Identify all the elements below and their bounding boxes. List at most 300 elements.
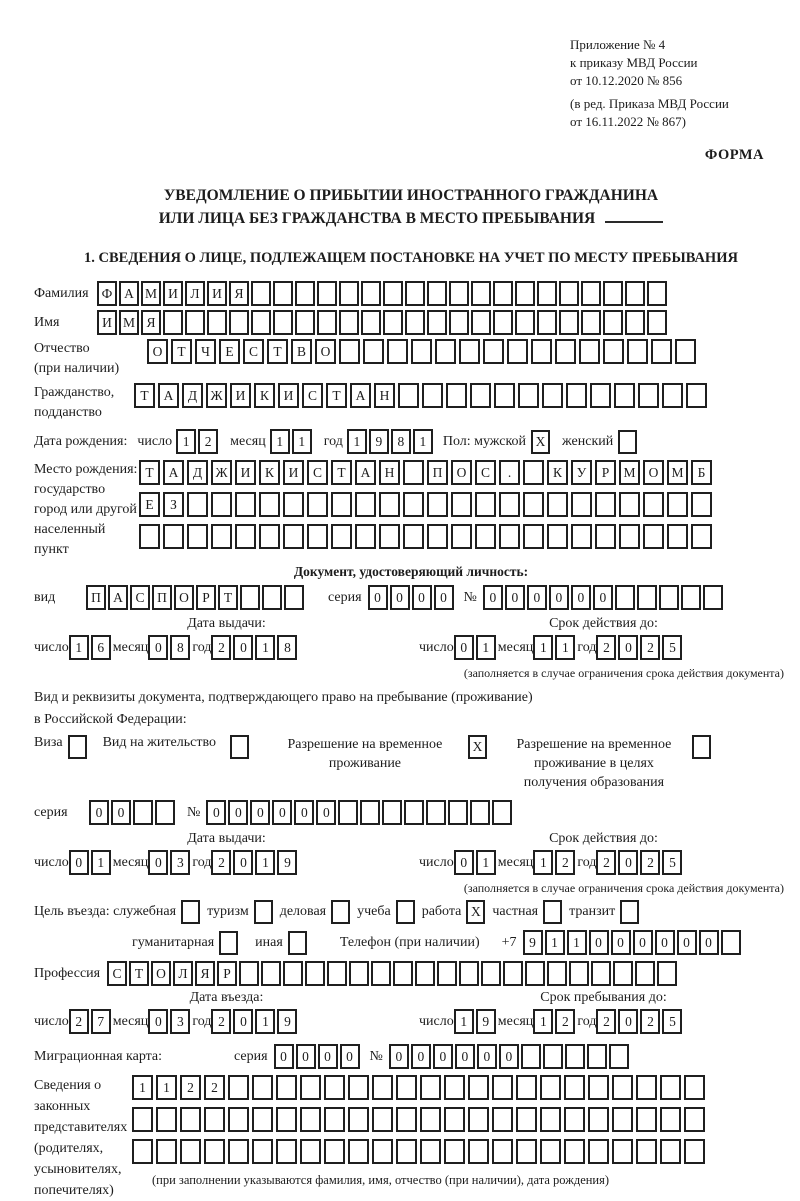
char-cell[interactable]: 9 <box>369 429 389 454</box>
char-cell[interactable] <box>415 961 435 986</box>
char-cell[interactable] <box>393 961 413 986</box>
char-cell[interactable]: М <box>141 281 161 306</box>
char-cell[interactable] <box>516 1139 537 1164</box>
char-cell[interactable]: С <box>107 961 127 986</box>
char-cell[interactable]: 0 <box>618 1009 638 1034</box>
char-cell[interactable]: О <box>147 339 168 364</box>
char-cell[interactable]: 0 <box>593 585 613 610</box>
char-cell[interactable] <box>379 524 400 549</box>
char-cell[interactable] <box>565 1044 585 1069</box>
char-cell[interactable] <box>507 339 528 364</box>
char-cell[interactable] <box>444 1075 465 1100</box>
char-cell[interactable]: 0 <box>433 1044 453 1069</box>
char-cell[interactable]: С <box>475 460 496 485</box>
char-cell[interactable] <box>355 524 376 549</box>
char-cell[interactable]: 5 <box>662 635 682 660</box>
char-cell[interactable]: 9 <box>277 1009 297 1034</box>
char-cell[interactable] <box>229 310 249 335</box>
char-cell[interactable]: 1 <box>270 429 290 454</box>
char-cell[interactable] <box>339 310 359 335</box>
char-cell[interactable] <box>579 339 600 364</box>
char-cell[interactable]: К <box>547 460 568 485</box>
char-cell[interactable] <box>667 524 688 549</box>
char-cell[interactable]: 2 <box>180 1075 201 1100</box>
char-cell[interactable]: 1 <box>454 1009 474 1034</box>
char-cell[interactable] <box>396 1107 417 1132</box>
char-cell[interactable] <box>537 281 557 306</box>
char-cell[interactable] <box>492 1107 513 1132</box>
char-cell[interactable]: 0 <box>633 930 653 955</box>
char-cell[interactable]: Ф <box>97 281 117 306</box>
char-cell[interactable]: 0 <box>611 930 631 955</box>
char-cell[interactable] <box>588 1075 609 1100</box>
char-cell[interactable] <box>211 524 232 549</box>
char-cell[interactable] <box>305 961 325 986</box>
char-cell[interactable] <box>133 800 153 825</box>
char-cell[interactable] <box>405 310 425 335</box>
char-cell[interactable] <box>662 383 683 408</box>
char-cell[interactable] <box>627 339 648 364</box>
char-cell[interactable]: 2 <box>596 1009 616 1034</box>
char-cell[interactable] <box>612 1139 633 1164</box>
char-cell[interactable] <box>564 1107 585 1132</box>
char-cell[interactable] <box>382 800 402 825</box>
char-cell[interactable]: 1 <box>176 429 196 454</box>
char-cell[interactable]: П <box>152 585 172 610</box>
char-cell[interactable]: А <box>355 460 376 485</box>
char-cell[interactable]: Т <box>139 460 160 485</box>
char-cell[interactable]: И <box>278 383 299 408</box>
char-cell[interactable]: Р <box>196 585 216 610</box>
char-cell[interactable] <box>521 1044 541 1069</box>
char-cell[interactable]: 8 <box>170 635 190 660</box>
char-cell[interactable]: 0 <box>389 1044 409 1069</box>
char-cell[interactable]: Р <box>217 961 237 986</box>
char-cell[interactable]: Б <box>691 460 712 485</box>
char-cell[interactable]: 0 <box>296 1044 316 1069</box>
char-cell[interactable] <box>361 281 381 306</box>
char-cell[interactable] <box>437 961 457 986</box>
char-cell[interactable]: 1 <box>292 429 312 454</box>
char-cell[interactable] <box>420 1075 441 1100</box>
char-cell[interactable] <box>379 492 400 517</box>
char-cell[interactable] <box>659 585 679 610</box>
char-cell[interactable] <box>525 961 545 986</box>
char-cell[interactable] <box>427 524 448 549</box>
char-cell[interactable]: П <box>427 460 448 485</box>
temp-residence-edu-checkbox[interactable] <box>692 735 711 759</box>
char-cell[interactable] <box>615 585 635 610</box>
char-cell[interactable]: П <box>86 585 106 610</box>
char-cell[interactable] <box>660 1107 681 1132</box>
char-cell[interactable]: Т <box>129 961 149 986</box>
official-checkbox[interactable] <box>181 900 200 924</box>
business-checkbox[interactable] <box>331 900 350 924</box>
char-cell[interactable]: И <box>235 460 256 485</box>
private-checkbox[interactable] <box>543 900 562 924</box>
char-cell[interactable]: И <box>163 281 183 306</box>
char-cell[interactable] <box>540 1139 561 1164</box>
char-cell[interactable]: Е <box>139 492 160 517</box>
char-cell[interactable] <box>459 961 479 986</box>
char-cell[interactable] <box>686 383 707 408</box>
char-cell[interactable] <box>404 800 424 825</box>
char-cell[interactable] <box>543 1044 563 1069</box>
char-cell[interactable]: Е <box>219 339 240 364</box>
char-cell[interactable] <box>636 1075 657 1100</box>
char-cell[interactable]: 2 <box>211 635 231 660</box>
char-cell[interactable]: 1 <box>567 930 587 955</box>
char-cell[interactable]: Ч <box>195 339 216 364</box>
char-cell[interactable]: 0 <box>318 1044 338 1069</box>
char-cell[interactable]: Т <box>218 585 238 610</box>
char-cell[interactable]: Л <box>173 961 193 986</box>
char-cell[interactable]: Т <box>267 339 288 364</box>
char-cell[interactable] <box>139 524 160 549</box>
char-cell[interactable] <box>261 961 281 986</box>
char-cell[interactable] <box>657 961 677 986</box>
char-cell[interactable]: И <box>207 281 227 306</box>
char-cell[interactable] <box>307 492 328 517</box>
char-cell[interactable] <box>681 585 701 610</box>
char-cell[interactable] <box>185 310 205 335</box>
char-cell[interactable] <box>625 310 645 335</box>
char-cell[interactable]: 2 <box>640 635 660 660</box>
char-cell[interactable]: 0 <box>233 635 253 660</box>
char-cell[interactable]: 1 <box>255 635 275 660</box>
char-cell[interactable] <box>240 585 260 610</box>
char-cell[interactable]: 2 <box>204 1075 225 1100</box>
char-cell[interactable] <box>324 1075 345 1100</box>
char-cell[interactable]: С <box>307 460 328 485</box>
char-cell[interactable]: 0 <box>454 635 474 660</box>
char-cell[interactable] <box>427 310 447 335</box>
char-cell[interactable]: 0 <box>483 585 503 610</box>
char-cell[interactable] <box>619 492 640 517</box>
char-cell[interactable]: А <box>158 383 179 408</box>
char-cell[interactable] <box>372 1107 393 1132</box>
char-cell[interactable]: 0 <box>148 635 168 660</box>
char-cell[interactable] <box>609 1044 629 1069</box>
char-cell[interactable] <box>372 1139 393 1164</box>
char-cell[interactable] <box>571 492 592 517</box>
char-cell[interactable] <box>471 281 491 306</box>
char-cell[interactable] <box>228 1075 249 1100</box>
char-cell[interactable] <box>569 961 589 986</box>
tourism-checkbox[interactable] <box>254 900 273 924</box>
char-cell[interactable] <box>515 310 535 335</box>
char-cell[interactable]: 1 <box>533 635 553 660</box>
char-cell[interactable]: 0 <box>527 585 547 610</box>
char-cell[interactable] <box>559 281 579 306</box>
char-cell[interactable] <box>132 1107 153 1132</box>
char-cell[interactable] <box>396 1139 417 1164</box>
humanitarian-checkbox[interactable] <box>219 931 238 955</box>
char-cell[interactable]: 1 <box>555 635 575 660</box>
char-cell[interactable] <box>262 585 282 610</box>
char-cell[interactable]: Т <box>326 383 347 408</box>
char-cell[interactable] <box>228 1107 249 1132</box>
char-cell[interactable]: 0 <box>316 800 336 825</box>
char-cell[interactable] <box>371 961 391 986</box>
char-cell[interactable]: Л <box>185 281 205 306</box>
male-checkbox[interactable]: X <box>531 430 550 454</box>
char-cell[interactable]: 1 <box>255 1009 275 1034</box>
char-cell[interactable] <box>540 1075 561 1100</box>
char-cell[interactable]: 1 <box>533 850 553 875</box>
char-cell[interactable] <box>420 1107 441 1132</box>
char-cell[interactable]: О <box>174 585 194 610</box>
char-cell[interactable]: М <box>619 460 640 485</box>
char-cell[interactable] <box>276 1075 297 1100</box>
char-cell[interactable] <box>187 492 208 517</box>
char-cell[interactable]: 0 <box>233 850 253 875</box>
char-cell[interactable] <box>564 1139 585 1164</box>
char-cell[interactable]: 1 <box>132 1075 153 1100</box>
char-cell[interactable] <box>691 524 712 549</box>
char-cell[interactable] <box>675 339 696 364</box>
char-cell[interactable] <box>684 1075 705 1100</box>
char-cell[interactable]: О <box>643 460 664 485</box>
char-cell[interactable] <box>251 310 271 335</box>
char-cell[interactable] <box>492 800 512 825</box>
char-cell[interactable]: 0 <box>206 800 226 825</box>
char-cell[interactable] <box>468 1107 489 1132</box>
char-cell[interactable] <box>405 281 425 306</box>
char-cell[interactable] <box>444 1107 465 1132</box>
char-cell[interactable]: 9 <box>476 1009 496 1034</box>
char-cell[interactable] <box>638 383 659 408</box>
char-cell[interactable]: . <box>499 460 520 485</box>
char-cell[interactable] <box>235 524 256 549</box>
char-cell[interactable] <box>427 492 448 517</box>
char-cell[interactable]: Т <box>331 460 352 485</box>
char-cell[interactable]: 1 <box>156 1075 177 1100</box>
char-cell[interactable]: Н <box>379 460 400 485</box>
char-cell[interactable]: 0 <box>250 800 270 825</box>
char-cell[interactable] <box>284 585 304 610</box>
char-cell[interactable] <box>372 1075 393 1100</box>
char-cell[interactable]: 0 <box>368 585 388 610</box>
char-cell[interactable]: К <box>259 460 280 485</box>
char-cell[interactable] <box>211 492 232 517</box>
char-cell[interactable]: 8 <box>277 635 297 660</box>
char-cell[interactable] <box>588 1107 609 1132</box>
char-cell[interactable] <box>475 492 496 517</box>
char-cell[interactable]: 0 <box>699 930 719 955</box>
char-cell[interactable] <box>235 492 256 517</box>
char-cell[interactable] <box>595 492 616 517</box>
char-cell[interactable] <box>273 281 293 306</box>
char-cell[interactable] <box>252 1139 273 1164</box>
char-cell[interactable] <box>494 383 515 408</box>
char-cell[interactable]: 0 <box>571 585 591 610</box>
temp-residence-checkbox[interactable]: X <box>468 735 487 759</box>
char-cell[interactable] <box>403 524 424 549</box>
char-cell[interactable]: 0 <box>274 1044 294 1069</box>
char-cell[interactable] <box>603 310 623 335</box>
char-cell[interactable] <box>660 1139 681 1164</box>
char-cell[interactable] <box>444 1139 465 1164</box>
char-cell[interactable]: Т <box>134 383 155 408</box>
char-cell[interactable]: Д <box>187 460 208 485</box>
char-cell[interactable] <box>204 1139 225 1164</box>
char-cell[interactable] <box>383 281 403 306</box>
char-cell[interactable] <box>363 339 384 364</box>
char-cell[interactable]: З <box>163 492 184 517</box>
char-cell[interactable] <box>283 524 304 549</box>
char-cell[interactable] <box>684 1107 705 1132</box>
char-cell[interactable]: 0 <box>618 635 638 660</box>
char-cell[interactable] <box>283 492 304 517</box>
char-cell[interactable] <box>555 339 576 364</box>
char-cell[interactable] <box>547 961 567 986</box>
char-cell[interactable] <box>276 1107 297 1132</box>
char-cell[interactable] <box>307 524 328 549</box>
char-cell[interactable] <box>348 1075 369 1100</box>
char-cell[interactable] <box>588 1139 609 1164</box>
char-cell[interactable] <box>252 1107 273 1132</box>
char-cell[interactable]: 0 <box>477 1044 497 1069</box>
female-checkbox[interactable] <box>618 430 637 454</box>
char-cell[interactable]: 0 <box>69 850 89 875</box>
char-cell[interactable]: 0 <box>228 800 248 825</box>
char-cell[interactable]: Я <box>229 281 249 306</box>
char-cell[interactable]: 0 <box>434 585 454 610</box>
char-cell[interactable]: М <box>667 460 688 485</box>
char-cell[interactable]: 0 <box>455 1044 475 1069</box>
char-cell[interactable] <box>349 961 369 986</box>
char-cell[interactable] <box>180 1139 201 1164</box>
char-cell[interactable] <box>187 524 208 549</box>
char-cell[interactable] <box>660 1075 681 1100</box>
char-cell[interactable] <box>684 1139 705 1164</box>
char-cell[interactable] <box>387 339 408 364</box>
char-cell[interactable] <box>427 281 447 306</box>
char-cell[interactable]: 2 <box>198 429 218 454</box>
char-cell[interactable]: Ж <box>206 383 227 408</box>
char-cell[interactable]: 3 <box>170 850 190 875</box>
char-cell[interactable] <box>339 339 360 364</box>
char-cell[interactable]: 0 <box>549 585 569 610</box>
char-cell[interactable] <box>493 310 513 335</box>
char-cell[interactable] <box>667 492 688 517</box>
char-cell[interactable] <box>547 524 568 549</box>
char-cell[interactable] <box>295 310 315 335</box>
char-cell[interactable] <box>403 492 424 517</box>
visa-checkbox[interactable] <box>68 735 87 759</box>
char-cell[interactable]: 0 <box>111 800 131 825</box>
char-cell[interactable]: 2 <box>640 850 660 875</box>
char-cell[interactable] <box>361 310 381 335</box>
char-cell[interactable] <box>590 383 611 408</box>
char-cell[interactable] <box>647 281 667 306</box>
char-cell[interactable]: Т <box>171 339 192 364</box>
char-cell[interactable] <box>204 1107 225 1132</box>
char-cell[interactable] <box>155 800 175 825</box>
char-cell[interactable]: Д <box>182 383 203 408</box>
char-cell[interactable] <box>691 492 712 517</box>
char-cell[interactable]: 2 <box>555 850 575 875</box>
char-cell[interactable]: С <box>302 383 323 408</box>
char-cell[interactable] <box>503 961 523 986</box>
char-cell[interactable] <box>259 492 280 517</box>
char-cell[interactable] <box>587 1044 607 1069</box>
char-cell[interactable]: 1 <box>476 635 496 660</box>
char-cell[interactable] <box>446 383 467 408</box>
char-cell[interactable] <box>259 524 280 549</box>
char-cell[interactable]: 1 <box>545 930 565 955</box>
char-cell[interactable] <box>331 524 352 549</box>
char-cell[interactable] <box>643 492 664 517</box>
char-cell[interactable]: Р <box>595 460 616 485</box>
char-cell[interactable] <box>207 310 227 335</box>
char-cell[interactable] <box>493 281 513 306</box>
char-cell[interactable] <box>647 310 667 335</box>
char-cell[interactable] <box>547 492 568 517</box>
char-cell[interactable] <box>542 383 563 408</box>
char-cell[interactable] <box>499 524 520 549</box>
char-cell[interactable]: М <box>119 310 139 335</box>
char-cell[interactable] <box>612 1075 633 1100</box>
char-cell[interactable]: О <box>151 961 171 986</box>
char-cell[interactable] <box>471 310 491 335</box>
char-cell[interactable]: 0 <box>390 585 410 610</box>
char-cell[interactable] <box>643 524 664 549</box>
char-cell[interactable] <box>360 800 380 825</box>
char-cell[interactable]: 1 <box>347 429 367 454</box>
char-cell[interactable] <box>703 585 723 610</box>
char-cell[interactable]: А <box>163 460 184 485</box>
char-cell[interactable]: 2 <box>596 850 616 875</box>
char-cell[interactable] <box>348 1107 369 1132</box>
char-cell[interactable]: Я <box>195 961 215 986</box>
char-cell[interactable] <box>537 310 557 335</box>
char-cell[interactable] <box>559 310 579 335</box>
char-cell[interactable]: О <box>315 339 336 364</box>
char-cell[interactable] <box>448 800 468 825</box>
char-cell[interactable] <box>613 961 633 986</box>
study-checkbox[interactable] <box>396 900 415 924</box>
char-cell[interactable] <box>239 961 259 986</box>
char-cell[interactable]: 1 <box>476 850 496 875</box>
char-cell[interactable]: 6 <box>91 635 111 660</box>
char-cell[interactable] <box>595 524 616 549</box>
char-cell[interactable] <box>228 1139 249 1164</box>
char-cell[interactable] <box>420 1139 441 1164</box>
char-cell[interactable]: 2 <box>211 1009 231 1034</box>
char-cell[interactable] <box>459 339 480 364</box>
char-cell[interactable] <box>603 281 623 306</box>
char-cell[interactable] <box>348 1139 369 1164</box>
char-cell[interactable] <box>426 800 446 825</box>
char-cell[interactable] <box>398 383 419 408</box>
char-cell[interactable] <box>449 310 469 335</box>
char-cell[interactable] <box>564 1075 585 1100</box>
char-cell[interactable]: Я <box>141 310 161 335</box>
char-cell[interactable] <box>468 1139 489 1164</box>
char-cell[interactable] <box>251 281 271 306</box>
char-cell[interactable] <box>581 310 601 335</box>
char-cell[interactable] <box>403 460 424 485</box>
char-cell[interactable]: 0 <box>272 800 292 825</box>
char-cell[interactable] <box>132 1139 153 1164</box>
char-cell[interactable] <box>492 1139 513 1164</box>
char-cell[interactable]: 0 <box>411 1044 431 1069</box>
char-cell[interactable]: О <box>451 460 472 485</box>
char-cell[interactable]: 5 <box>662 1009 682 1034</box>
char-cell[interactable] <box>317 310 337 335</box>
